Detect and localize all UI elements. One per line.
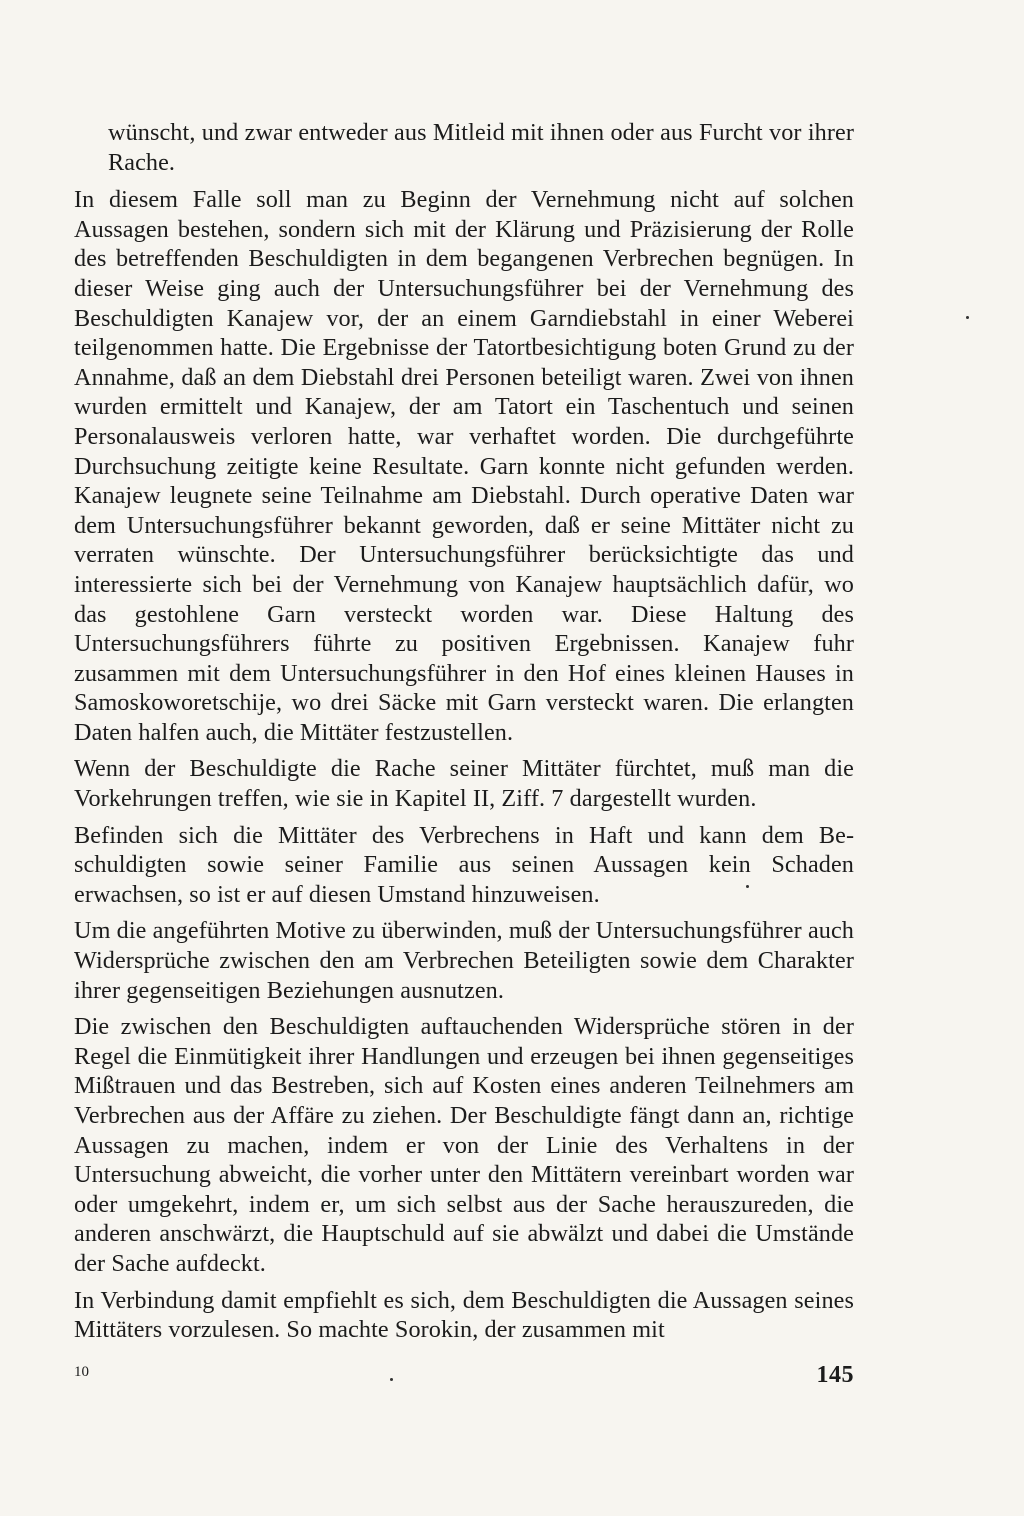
print-speck xyxy=(390,1378,393,1381)
paragraph: Um die angeführten Motive zu überwinden, muß der Untersuchungsführer auch Widersprüche zwischen den am Verbrechen Beteiligten sowie dem Charakter ihrer gegenseitigen Beziehungen ausnutzen. xyxy=(74,917,854,1004)
page-number: 145 xyxy=(816,1362,854,1388)
paragraph: Befinden sich die Mittäter des Verbrechens in Haft und kann dem Beschuldigten sowie seiner Familie aus seinen Aussagen kein Schaden erwachsen, so ist er auf diesen Umstand hinzuweisen. xyxy=(74,821,854,908)
print-speck xyxy=(746,885,749,888)
paragraph: Wenn der Beschuldigte die Rache seiner Mittäter fürchtet, muß man die Vorkehrungen treffen, wie sie in Kapitel II, Ziff. 7 dargestellt wurden. xyxy=(74,755,854,813)
page-footer xyxy=(74,1362,854,1392)
body-text xyxy=(74,118,854,1352)
signature-mark: 10 xyxy=(74,1364,89,1380)
paragraph: Die zwischen den Beschuldigten auftauchenden Widersprüche stören in der Regel die Einmütigkeit ihrer Handlungen und erzeugen bei ihnen gegenseitiges Mißtrauen und das Bestreben, sich auf Kosten eines anderen Teilnehmers am Verbrechen aus der Affäre zu ziehen. Der Beschuldigte fängt dann an, richtige Aussagen zu machen, indem er von der Linie des Verhaltens in der Untersuchung abweicht, die vorher unter den Mittätern vereinbart worden war oder umgekehrt, indem er, um sich selbst aus der Sache herauszureden, die anderen anschwärzt, die Hauptschuld auf sie abwälzt und dabei die Umstände der Sache aufdeckt. xyxy=(74,1013,854,1277)
paragraph: In Verbindung damit empfiehlt es sich, dem Beschuldigten die Aussagen seines Mittäters vorzulesen. So machte Sorokin, der zusammen mit xyxy=(74,1286,854,1344)
paragraph: In diesem Falle soll man zu Beginn der Vernehmung nicht auf solchen Aussagen bestehen, sondern sich mit der Klärung und Präzisierung der Rolle des betreffenden Beschuldigten in dem begangenen Verbrechen begnügen. In dieser Weise ging auch der Untersuchungsführer bei der Vernehmung des Beschuldigten Kanajew vor, der an einem Garndiebstahl in einer Weberei teilgenommen hatte. Die Ergebnisse der Tatortbesichtigung boten Grund zu der Annahme, daß an dem Diebstahl drei Personen beteiligt waren. Zwei von ihnen wurden ermittelt und Kanajew, der am Tatort ein Taschentuch und seinen Personalausweis verloren hatte, war verhaftet worden. Die durchgeführte Durchsuchung zeitigte keine Resultate. Garn konnte nicht gefunden werden. Kanajew leugnete seine Teilnahme am Diebstahl. Durch operative Daten war dem Untersuchungsführer bekannt geworden, daß er seine Mittäter nicht zu verraten wünschte. Der Untersuchungsführer berücksichtigte das und interessierte sich bei der Vernehmung von Kanajew hauptsächlich dafür, wo das gestohlene Garn versteckt worden war. Diese Haltung des Untersuchungsführers führte zu positiven Ergebnissen. Kanajew fuhr zusammen mit dem Untersuchungsführer in den Hof eines kleinen Hauses in Samoskoworetschije, wo drei Säcke mit Garn versteckt waren. Die erlangten Daten halfen auch, die Mittäter festzustellen. xyxy=(74,186,854,746)
print-speck xyxy=(966,316,969,319)
paragraph-continuation: wünscht, und zwar entweder aus Mitleid mit ihnen oder aus Furcht vor ihrer Rache. xyxy=(108,119,854,176)
